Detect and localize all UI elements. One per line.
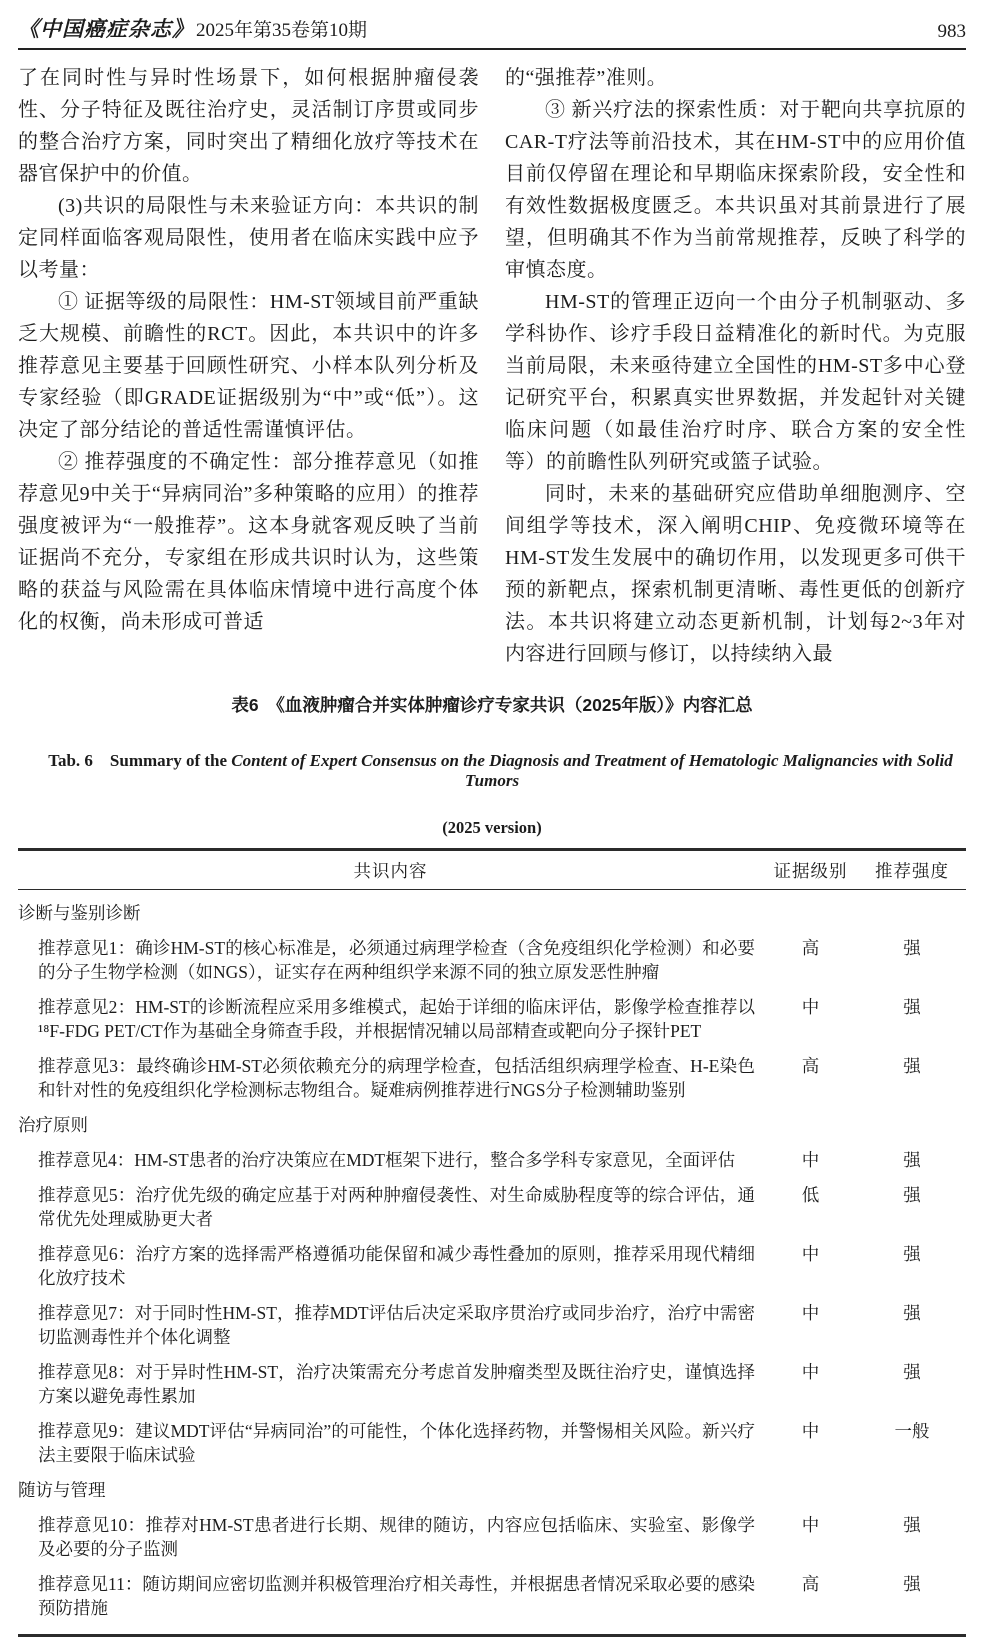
paragraph: 了在同时性与异时性场景下，如何根据肿瘤侵袭性、分子特征及既往治疗史，灵活制订序贯或同步的整合治疗方案，同时突出了精细化放疗等技术在器官保护中的价值。: [18, 67, 479, 185]
recommendation-strength: 强: [903, 997, 921, 1017]
table-caption-en-title: Content of Expert Consensus on the Diagnosis and Treatment of Hematologic Malignancies with Solid Tumors: [231, 751, 958, 790]
text-column-right: [505, 62, 966, 670]
table-row: [18, 1349, 966, 1408]
section-label: 治疗原则: [18, 1115, 88, 1135]
recommendation-strength: 强: [903, 938, 921, 958]
evidence-level: 中: [801, 1150, 820, 1170]
table-row: [18, 1137, 966, 1172]
table-caption-en-line2: (2025 version): [442, 818, 542, 837]
table-row: [18, 1231, 966, 1290]
recommendation-content: 推荐意见11：随访期间应密切监测并积极管理治疗相关毒性，并根据患者情况采取必要的感染预防措施: [38, 1574, 755, 1618]
header-row: [18, 850, 966, 890]
col-header-content: 共识内容: [18, 850, 763, 890]
table-row: [18, 1561, 966, 1636]
evidence-level: 高: [801, 1056, 820, 1076]
journal-issue: 2025年第35卷第10期: [196, 20, 368, 41]
table-row: [18, 1502, 966, 1561]
recommendation-strength: 一般: [894, 1421, 930, 1441]
col-header-strength: 推荐强度: [858, 850, 966, 890]
table-section-row: [18, 1102, 966, 1137]
recommendation-content: 推荐意见6：治疗方案的选择需严格遵循功能保留和减少毒性叠加的原则，推荐采用现代精细化放疗技术: [38, 1244, 755, 1288]
recommendation-content: 推荐意见7：对于同时性HM-ST，推荐MDT评估后决定采取序贯治疗或同步治疗，治疗中需密切监测毒性并个体化调整: [38, 1303, 755, 1347]
journal-title: [18, 13, 367, 43]
recommendation-strength: 强: [903, 1150, 921, 1170]
recommendation-content: 推荐意见10：推荐对HM-ST患者进行长期、规律的随访，内容应包括临床、实验室、影像学及必要的分子监测: [38, 1515, 755, 1559]
recommendation-strength: 强: [903, 1303, 921, 1323]
section-label: 随访与管理: [18, 1480, 106, 1500]
recommendation-strength: 强: [903, 1574, 921, 1594]
recommendation-content: 推荐意见9：建议MDT评估“异病同治”的可能性，个体化选择药物，并警惕相关风险。新兴疗法主要限于临床试验: [38, 1421, 755, 1465]
journal-page: [0, 13, 984, 1637]
recommendation-content: 推荐意见4：HM-ST患者的治疗决策应在MDT框架下进行，整合多学科专家意见，全面评估: [38, 1150, 736, 1170]
evidence-level: 中: [801, 1303, 820, 1323]
paragraph: ① 证据等级的局限性：HM-ST领域目前严重缺乏大规模、前瞻性的RCT。因此，本共识中的许多推荐意见主要基于回顾性研究、小样本队列分析及专家经验（即GRADE证据级别为“中”或“低”）。这决定了部分结论的普适性需谨慎评估。: [18, 291, 479, 441]
section-label: 诊断与鉴别诊断: [18, 903, 141, 923]
table-row: [18, 925, 966, 984]
table-row: [18, 1408, 966, 1467]
evidence-level: 中: [801, 1515, 820, 1535]
consensus-table: [18, 848, 966, 1637]
recommendation-content: 推荐意见2：HM-ST的诊断流程应采用多维模式，起始于详细的临床评估，影像学检查推荐以¹⁸F-FDG PET/CT作为基础全身筛查手段，并根据情况辅以局部精查或靶向分子探针PET: [38, 997, 755, 1041]
col-header-evidence: 证据级别: [763, 850, 858, 890]
article-columns: [18, 62, 966, 670]
table-section-row: [18, 1467, 966, 1502]
evidence-level: 中: [801, 1362, 820, 1382]
paragraph: 的“强推荐”准则。: [505, 67, 668, 89]
evidence-level: 中: [801, 1421, 820, 1441]
table-row: [18, 1172, 966, 1231]
paragraph: 同时，未来的基础研究应借助单细胞测序、空间组学等技术，深入阐明CHIP、免疫微环境等在HM-ST发生发展中的确切作用，以发现更多可供干预的新靶点，探索机制更清晰、毒性更低的创新疗法。本共识将建立动态更新机制，计划每2~3年对内容进行回顾与修订，以持续纳入最: [505, 483, 966, 665]
recommendation-content: 推荐意见5：治疗优先级的确定应基于对两种肿瘤侵袭性、对生命威胁程度等的综合评估，通常优先处理威胁更大者: [38, 1185, 755, 1229]
consensus-table-body: [18, 890, 966, 1636]
page-header: [18, 13, 966, 50]
table-row: [18, 984, 966, 1043]
evidence-level: 高: [801, 938, 820, 958]
evidence-level: 中: [801, 997, 820, 1017]
consensus-table-head: [18, 850, 966, 890]
table-row: [18, 1290, 966, 1349]
evidence-level: 中: [801, 1244, 820, 1264]
table-caption-en-prefix: Tab. 6 Summary of the: [48, 751, 232, 770]
recommendation-content: 推荐意见1：确诊HM-ST的核心标准是，必须通过病理学检查（含免疫组织化学检测）和必要的分子生物学检测（如NGS），证实存在两种组织学来源不同的独立原发恶性肿瘤: [38, 938, 755, 982]
recommendation-strength: 强: [903, 1185, 921, 1205]
evidence-level: 高: [801, 1574, 820, 1594]
table-caption-en: [18, 726, 966, 811]
text-column-left: [18, 62, 479, 670]
table-row: [18, 1043, 966, 1102]
evidence-level: 低: [801, 1185, 820, 1205]
recommendation-content: 推荐意见3：最终确诊HM-ST必须依赖充分的病理学检查，包括活组织病理学检查、H-E染色和针对性的免疫组织化学检测标志物组合。疑难病例推荐进行NGS分子检测辅助鉴别: [38, 1056, 755, 1100]
page-number: 983: [937, 21, 966, 42]
paragraph: ② 推荐强度的不确定性：部分推荐意见（如推荐意见9中关于“异病同治”多种策略的应用）的推荐强度被评为“一般推荐”。这本身就客观反映了当前证据尚不充分，专家组在形成共识时认为，这些策略的获益与风险需在具体临床情境中进行高度个体化的权衡，尚未形成可普适: [18, 451, 479, 633]
paragraph: HM-ST的管理正迈向一个由分子机制驱动、多学科协作、诊疗手段日益精准化的新时代。为克服当前局限，未来亟待建立全国性的HM-ST多中心登记研究平台，积累真实世界数据，并发起针对关键临床问题（如最佳治疗时序、联合方案的安全性等）的前瞻性队列研究或篮子试验。: [505, 291, 966, 473]
recommendation-strength: 强: [903, 1244, 921, 1264]
recommendation-content: 推荐意见8：对于异时性HM-ST，治疗决策需充分考虑首发肿瘤类型及既往治疗史，谨慎选择方案以避免毒性累加: [38, 1362, 755, 1406]
paragraph: ③ 新兴疗法的探索性质：对于靶向共享抗原的CAR-T疗法等前沿技术，其在HM-ST中的应用价值目前仅停留在理论和早期临床探索阶段，安全性和有效性数据极度匮乏。本共识虽对其前景进行了展望，但明确其不作为当前常规推荐，反映了科学的审慎态度。: [505, 99, 966, 281]
journal-name: 《中国癌症杂志》: [18, 17, 194, 41]
table-section-row: [18, 890, 966, 926]
paragraph: (3)共识的局限性与未来验证方向：本共识的制定同样面临客观局限性，使用者在临床实践中应予以考量：: [18, 195, 479, 281]
recommendation-strength: 强: [903, 1515, 921, 1535]
recommendation-strength: 强: [903, 1056, 921, 1076]
recommendation-strength: 强: [903, 1362, 921, 1382]
table-caption-zh: 表6 《血液肿瘤合并实体肿瘤诊疗专家共识（2025年版）》内容汇总: [231, 695, 753, 715]
